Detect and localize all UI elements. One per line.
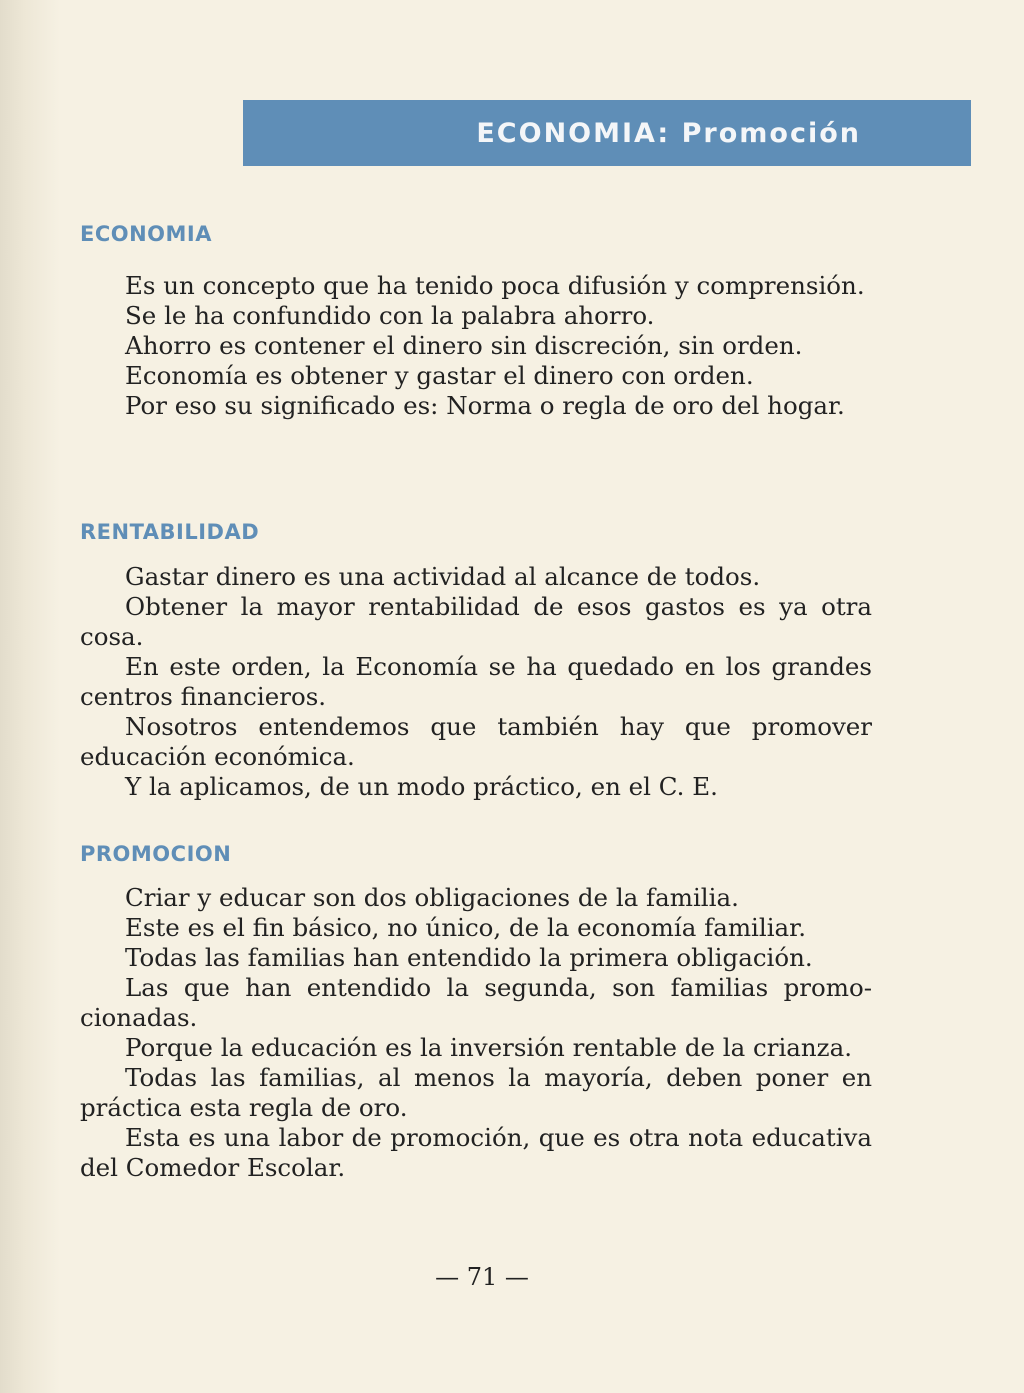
paragraph: Nosotros entendemos que también hay que promover educación económica. (80, 712, 872, 771)
paragraph: Todas las familias, al menos la mayoría, deben poner en práctica esta regla de oro. (80, 1063, 872, 1122)
paragraph: Economía es obtener y gastar el dinero con orden. (125, 361, 754, 390)
section-heading-promocion: PROMOCION (80, 842, 232, 866)
paragraph: Es un concepto que ha tenido poca difusión y comprensión. (125, 271, 865, 300)
paragraph: Este es el fin básico, no único, de la economía familiar. (125, 913, 806, 942)
section-heading-economia: ECONOMIA (80, 222, 212, 246)
paragraph: En este orden, la Economía se ha quedado en los grandes centros financieros. (80, 652, 872, 711)
header-banner (243, 100, 971, 166)
paragraph: Esta es una labor de promoción, que es otra nota educativa del Comedor Escolar. (80, 1123, 872, 1182)
paragraph: Y la aplicamos, de un modo práctico, en el C. E. (125, 772, 718, 801)
paragraph: Obtener la mayor rentabilidad de esos gastos es ya otra cosa. (80, 592, 872, 651)
section-body-promocion (80, 883, 872, 1183)
paragraph: Todas las familias han entendido la primera obligación. (125, 943, 813, 972)
paragraph: Ahorro es contener el dinero sin discreción, sin orden. (125, 331, 803, 360)
page-edge-shadow (0, 0, 60, 1393)
paragraph: Las que han entendido la segunda, son familias promocionadas. (80, 973, 872, 1032)
page-title: ECONOMIA: Promoción (476, 117, 861, 149)
section-body-rentabilidad (80, 562, 872, 802)
section-body-economia (80, 271, 872, 421)
paragraph: Por eso su significado es: Norma o regla de oro del hogar. (125, 391, 845, 420)
page-number: — 71 — (435, 1263, 529, 1291)
paragraph: Gastar dinero es una actividad al alcance de todos. (125, 562, 761, 591)
paragraph: Criar y educar son dos obligaciones de la familia. (125, 883, 739, 912)
paragraph: Se le ha confundido con la palabra ahorro. (125, 301, 655, 330)
section-heading-rentabilidad: RENTABILIDAD (80, 520, 260, 544)
paragraph: Porque la educación es la inversión rentable de la crianza. (125, 1033, 852, 1062)
